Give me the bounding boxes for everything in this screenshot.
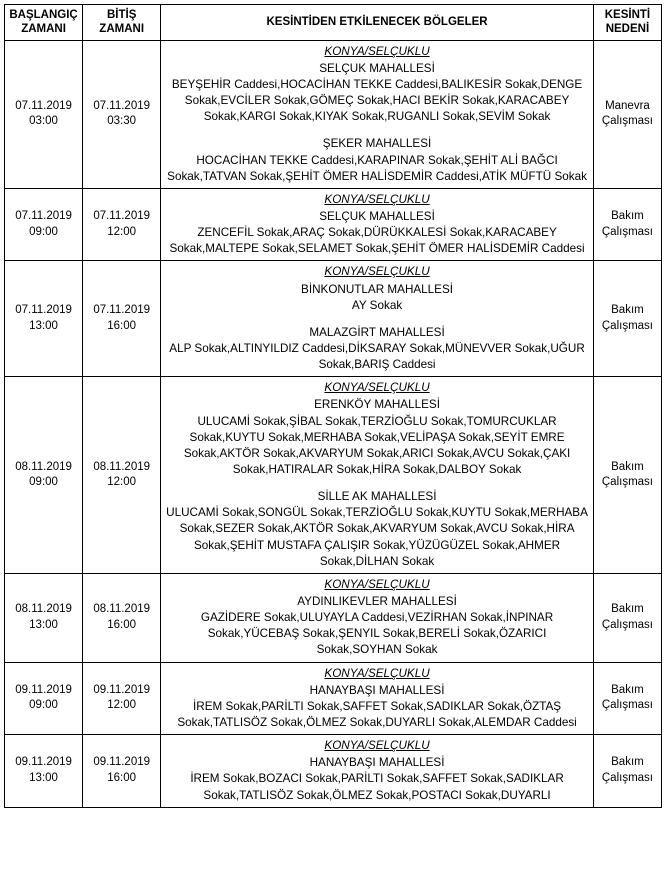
reason-line1: Bakım	[611, 603, 644, 616]
neighborhood-group	[165, 61, 589, 126]
neighborhood-name: SELÇUK MAHALLESİ	[319, 61, 435, 75]
table-row	[5, 261, 662, 377]
reason-line2: Çalışması	[601, 771, 653, 784]
reason-line1: Bakım	[611, 304, 644, 317]
end-time: 03:30	[107, 115, 137, 128]
cell-start-time	[5, 735, 83, 808]
cell-regions	[161, 573, 594, 662]
end-date: 09.11.2019	[93, 683, 151, 696]
reason-line2: Çalışması	[601, 319, 653, 332]
district-label: KONYA/SELÇUKLU	[324, 739, 430, 753]
end-date: 07.11.2019	[93, 304, 151, 317]
cell-end-time	[83, 377, 161, 574]
neighborhood-group	[165, 397, 589, 478]
start-time: 09:00	[29, 225, 58, 238]
table-header	[5, 5, 662, 41]
cell-end-time	[83, 40, 161, 188]
neighborhood-group	[165, 282, 589, 314]
cell-reason	[593, 40, 661, 188]
column-header-reason-line1: KESİNTİ	[604, 9, 651, 21]
street-list: ZENCEFİL Sokak,ARAÇ Sokak,DÜRÜKKALESİ Sokak,KARACABEY Sokak,MALTEPE Sokak,SELAMET Sokak,ŞEHİT ÖMER HALİSDEMİR Caddesi	[169, 226, 585, 256]
start-time: 13:00	[29, 319, 58, 332]
cell-start-time	[5, 261, 83, 377]
neighborhood-name: BİNKONUTLAR MAHALLESİ	[301, 282, 454, 296]
cell-start-time	[5, 188, 83, 261]
start-date: 07.11.2019	[15, 210, 72, 223]
end-time: 16:00	[107, 771, 137, 784]
neighborhood-group	[165, 594, 589, 659]
neighborhood-group	[165, 325, 589, 373]
end-time: 12:00	[107, 699, 137, 712]
end-time: 12:00	[107, 225, 137, 238]
district-label: KONYA/SELÇUKLU	[324, 265, 430, 279]
street-list: ALP Sokak,ALTINYILDIZ Caddesi,DİKSARAY Sokak,MÜNEVVER Sokak,UĞUR Sokak,BARIŞ Caddesi	[169, 342, 585, 372]
cell-regions	[161, 40, 594, 188]
end-time: 12:00	[107, 476, 137, 489]
column-header-end-time-line2: ZAMANI	[99, 23, 145, 36]
cell-end-time	[83, 662, 161, 735]
table-row	[5, 735, 662, 808]
reason-line2: Çalışması	[601, 225, 653, 238]
cell-reason	[593, 735, 661, 808]
table-row	[5, 377, 662, 574]
district-label: KONYA/SELÇUKLU	[324, 666, 430, 680]
start-date: 07.11.2019	[15, 99, 72, 112]
cell-reason	[593, 662, 661, 735]
start-time: 13:00	[29, 771, 58, 784]
district-label: KONYA/SELÇUKLU	[324, 577, 430, 591]
neighborhood-name: HANAYBAŞI MAHALLESİ	[309, 756, 445, 770]
start-time: 03:00	[29, 115, 58, 128]
start-date: 07.11.2019	[15, 304, 72, 317]
neighborhood-name: ERENKÖY MAHALLESİ	[314, 398, 440, 412]
end-date: 07.11.2019	[93, 210, 151, 223]
reason-line1: Bakım	[611, 460, 644, 473]
end-date: 08.11.2019	[93, 460, 151, 473]
cell-start-time	[5, 573, 83, 662]
cell-start-time	[5, 40, 83, 188]
end-date: 08.11.2019	[93, 603, 151, 616]
column-header-reason-line2: NEDENİ	[605, 23, 650, 36]
table-row	[5, 573, 662, 662]
neighborhood-name: MALAZGİRT MAHALLESİ	[309, 325, 445, 339]
start-time: 13:00	[29, 618, 58, 631]
column-header-start-time-line2: ZAMANI	[21, 23, 66, 36]
reason-line2: Çalışması	[601, 699, 653, 712]
reason-line1: Bakım	[611, 210, 644, 223]
street-list: HOCACİHAN TEKKE Caddesi,KARAPINAR Sokak,ŞEHİT ALİ BAĞCI Sokak,TATVAN Sokak,ŞEHİT ÖMER HALİSDEMİR Caddesi,ATİK MÜFTÜ Sokak	[167, 153, 587, 183]
street-list: ULUCAMİ Sokak,ŞİBAL Sokak,TERZİOĞLU Sokak,TOMURCUKLAR Sokak,KUYTU Sokak,MERHABA Sokak,VELİPAŞA Sokak,SEYİT EMRE Sokak,AKTÖR Sokak,AKVARYUM Sokak,ARICI Sokak,AVCU Sokak,ÇAKI Sokak,HATIRALAR Sokak,HİRA Sokak,DALBOY Sokak	[183, 414, 571, 476]
cell-reason	[593, 377, 661, 574]
reason-line1: Manevra	[605, 99, 650, 112]
neighborhood-name: SELÇUK MAHALLESİ	[319, 210, 435, 224]
table-row	[5, 40, 662, 188]
neighborhood-name: HANAYBAŞI MAHALLESİ	[309, 683, 445, 697]
cell-end-time	[83, 735, 161, 808]
cell-end-time	[83, 261, 161, 377]
cell-reason	[593, 188, 661, 261]
cell-regions	[161, 662, 594, 735]
cell-reason	[593, 261, 661, 377]
outage-table	[4, 4, 662, 808]
start-date: 09.11.2019	[15, 756, 72, 769]
cell-reason	[593, 573, 661, 662]
neighborhood-name: SİLLE AK MAHALLESİ	[317, 490, 437, 504]
table-body	[5, 40, 662, 807]
reason-line2: Çalışması	[601, 476, 653, 489]
street-list: İREM Sokak,BOZACI Sokak,PARİLTI Sokak,SAFFET Sokak,SADIKLAR Sokak,TATLISÖZ Sokak,ÖLMEZ Sokak,POSTACI Sokak,DUYARLI	[190, 772, 564, 802]
district-label: KONYA/SELÇUKLU	[324, 192, 430, 206]
start-date: 09.11.2019	[15, 683, 72, 696]
column-header-end-time-line1: BİTİŞ	[106, 9, 137, 21]
cell-end-time	[83, 573, 161, 662]
reason-line1: Bakım	[611, 756, 644, 769]
neighborhood-name: ŞEKER MAHALLESİ	[322, 137, 432, 151]
header-row	[5, 5, 662, 41]
neighborhood-group	[165, 755, 589, 803]
street-list: GAZİDERE Sokak,ULUYAYLA Caddesi,VEZİRHAN Sokak,İNPINAR Sokak,YÜCEBAŞ Sokak,ŞENYIL Sokak,BERELİ Sokak,ÖZARICI Sokak,SOYHAN Sokak	[200, 611, 554, 657]
street-list: ULUCAMİ Sokak,SONGÜL Sokak,TERZİOĞLU Sokak,KUYTU Sokak,MERHABA Sokak,SEZER Sokak,AKTÖR Sokak,AKVARYUM Sokak,AVCU Sokak,HİRA Sokak,ŞEHİT MUSTAFA ÇALIŞIR Sokak,YÜZÜGÜZEL Sokak,AHMER Sokak,DİLHAN Sokak	[166, 506, 588, 568]
table-row	[5, 188, 662, 261]
column-header-end-time	[83, 5, 161, 41]
neighborhood-group	[165, 209, 589, 257]
cell-end-time	[83, 188, 161, 261]
neighborhood-name: AYDINLIKEVLER MAHALLESİ	[297, 594, 457, 608]
street-list: BEYŞEHİR Caddesi,HOCACİHAN TEKKE Caddesi,BALIKESİR Sokak,DENGE Sokak,EVCİLER Sokak,GÖMEÇ Sokak,HACI BEKİR Sokak,KARACABEY Sokak,KARGI Sokak,KIYAK Sokak,RUGANLI Sokak,SEVİM Sokak	[171, 78, 583, 124]
column-header-regions: KESİNTİDEN ETKİLENECEK BÖLGELER	[161, 5, 594, 41]
end-time: 16:00	[107, 319, 137, 332]
neighborhood-group	[165, 136, 589, 184]
end-date: 09.11.2019	[93, 756, 151, 769]
column-header-start-time-line1: BAŞLANGIÇ	[9, 9, 78, 21]
start-date: 08.11.2019	[15, 603, 72, 616]
reason-line2: Çalışması	[601, 115, 653, 128]
cell-start-time	[5, 377, 83, 574]
reason-line2: Çalışması	[601, 618, 653, 631]
district-label: KONYA/SELÇUKLU	[324, 44, 430, 58]
cell-start-time	[5, 662, 83, 735]
street-list: İREM Sokak,PARİLTI Sokak,SAFFET Sokak,SADIKLAR Sokak,ÖZTAŞ Sokak,TATLISÖZ Sokak,ÖLMEZ Sokak,DUYARLI Sokak,ALEMDAR Caddesi	[177, 699, 577, 729]
district-label: KONYA/SELÇUKLU	[324, 381, 430, 395]
column-header-reason	[593, 5, 661, 41]
reason-line1: Bakım	[611, 683, 644, 696]
cell-regions	[161, 735, 594, 808]
column-header-start-time	[5, 5, 83, 41]
end-time: 16:00	[107, 618, 137, 631]
end-date: 07.11.2019	[93, 99, 151, 112]
table-row	[5, 662, 662, 735]
cell-regions	[161, 261, 594, 377]
start-time: 09:00	[29, 476, 58, 489]
cell-regions	[161, 188, 594, 261]
neighborhood-group	[165, 683, 589, 731]
start-time: 09:00	[29, 699, 58, 712]
cell-regions	[161, 377, 594, 574]
start-date: 08.11.2019	[15, 460, 72, 473]
street-list: AY Sokak	[351, 298, 403, 312]
neighborhood-group	[165, 489, 589, 570]
